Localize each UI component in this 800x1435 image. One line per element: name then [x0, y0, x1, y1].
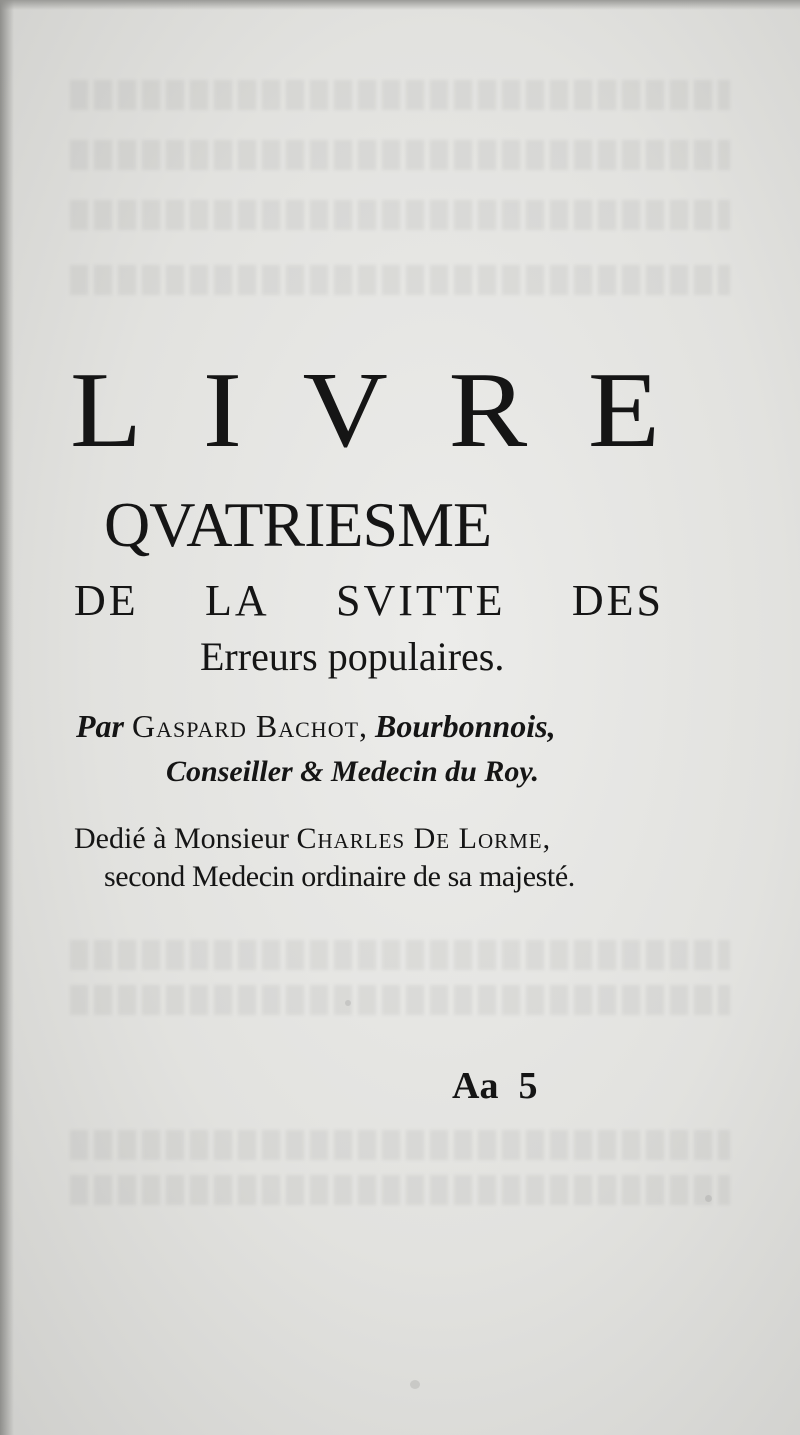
author-role: Conseiller & Medecin du Roy.	[166, 755, 540, 788]
show-through-text	[70, 80, 730, 110]
signature-mark	[452, 1062, 652, 1110]
author-origin: Bourbonnois,	[375, 708, 556, 744]
dedication-line-1	[74, 820, 674, 858]
show-through-text	[70, 1130, 730, 1160]
page-top-shadow	[0, 0, 800, 10]
dedication-line-2: second Medecin ordinaire de sa majesté.	[104, 860, 575, 893]
title-word: DE	[74, 576, 139, 625]
title-letter: R	[448, 349, 528, 470]
paper-spot	[345, 1000, 351, 1006]
signature-number: 5	[518, 1065, 538, 1107]
title-letter: E	[587, 349, 660, 470]
show-through-text	[70, 1175, 730, 1205]
title-suitte-des	[74, 575, 664, 627]
show-through-text	[70, 140, 730, 170]
signature-letters: Aa	[452, 1065, 499, 1107]
page-binding-shadow	[0, 0, 14, 1435]
title-word: DES	[571, 576, 664, 625]
title-letter: V	[302, 349, 388, 470]
title-erreurs-populaires: Erreurs populaires.	[200, 634, 505, 679]
author-separator: ,	[359, 708, 368, 744]
title-letter: I	[202, 349, 243, 470]
show-through-text	[70, 985, 730, 1015]
title-livre	[70, 350, 660, 470]
title-word: LA	[205, 576, 270, 625]
show-through-text	[70, 265, 730, 295]
author-name: Gaspard Bachot	[132, 708, 360, 744]
dedication-text: Dedié à Monsieur	[74, 822, 289, 855]
author-line	[76, 705, 666, 747]
title-letter: L	[70, 349, 143, 470]
paper-spot	[705, 1195, 712, 1202]
show-through-text	[70, 200, 730, 230]
dedicatee-name: Charles De Lorme,	[296, 822, 552, 855]
paper-spot	[410, 1380, 420, 1389]
title-quatriesme: QVATRIESME	[104, 489, 492, 560]
show-through-text	[70, 940, 730, 970]
title-word: SVITTE	[336, 576, 506, 625]
author-prefix: Par	[76, 708, 124, 744]
